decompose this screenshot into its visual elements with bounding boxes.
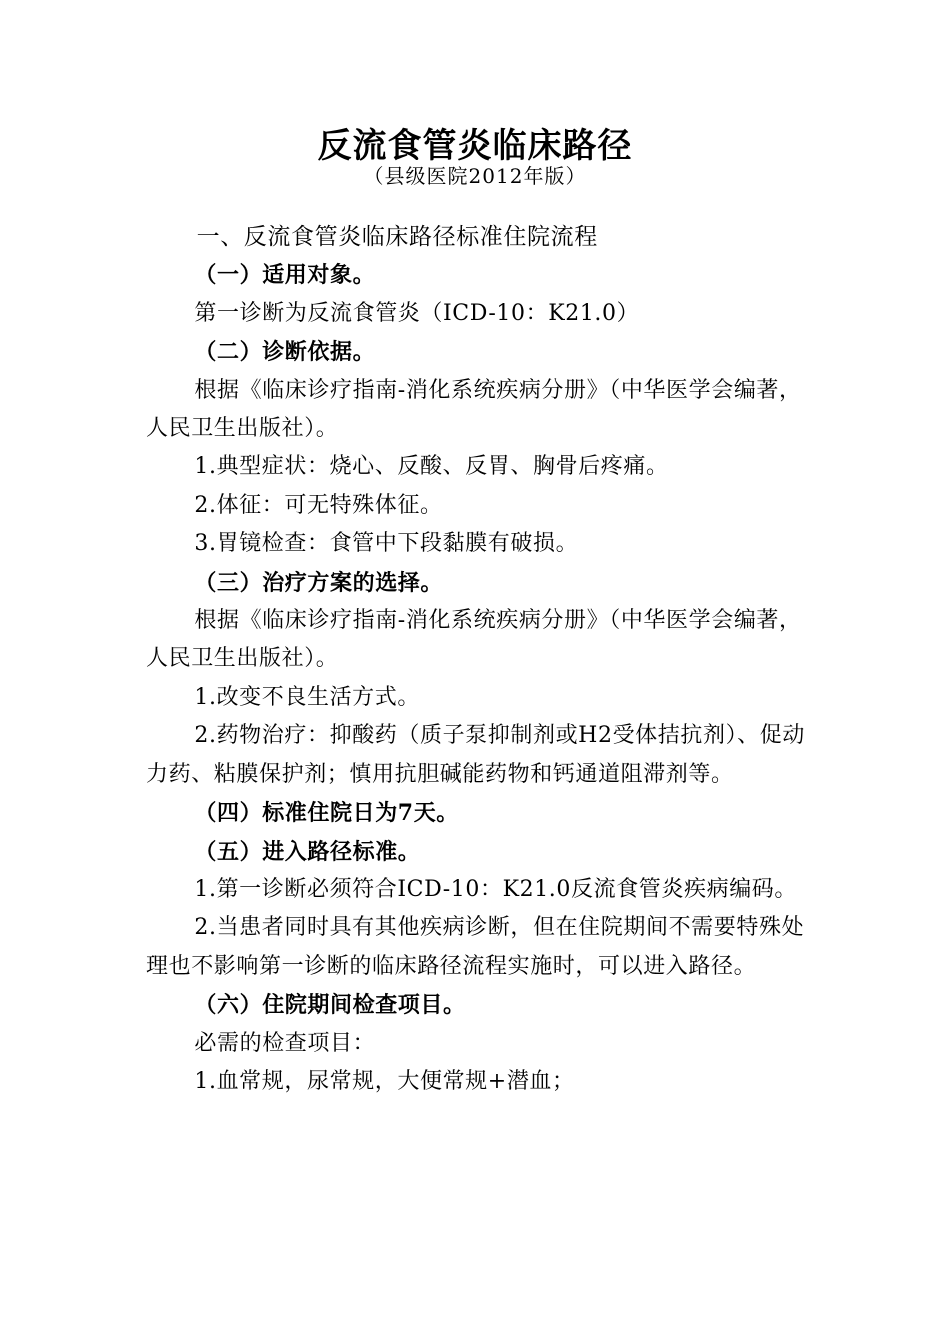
paragraph: 1.改变不良生活方式。 <box>194 684 420 710</box>
paragraph: 1.血常规，尿常规，大便常规+潜血； <box>194 1068 575 1094</box>
paragraph: 3.胃镜检查：食管中下段黏膜有破损。 <box>194 531 579 557</box>
paragraph: 必需的检查项目： <box>194 1030 376 1056</box>
paragraph: 1.第一诊断必须符合ICD-10：K21.0反流食管炎疾病编码。 <box>194 876 797 902</box>
paragraph: 2.药物治疗：抑酸药（质子泵抑制剂或H2受体拮抗剂）、促动力药、粘膜保护剂；慎用抗胆碱能药物和钙通道阻滞剂等。 <box>146 723 805 787</box>
section-heading: 一、反流食管炎临床路径标准住院流程 <box>196 224 598 250</box>
subsection-heading: （五）进入路径标准。 <box>194 838 421 865</box>
document-body <box>146 218 810 1101</box>
subsection-heading: （四）标准住院日为7天。 <box>194 800 459 827</box>
paragraph: 2.体征：可无特殊体征。 <box>194 492 443 518</box>
document-subtitle: （县级医院2012年版） <box>363 164 587 188</box>
paragraph: 第一诊断为反流食管炎（ICD-10：K21.0） <box>194 300 640 326</box>
paragraph: 1.典型症状：烧心、反酸、反胃、胸骨后疼痛。 <box>194 454 669 480</box>
subsection-heading: （二）诊断依据。 <box>194 339 376 366</box>
subsection-heading: （三）治疗方案的选择。 <box>194 569 443 596</box>
subsection-heading: （一）适用对象。 <box>194 262 376 289</box>
paragraph: 根据《临床诊疗指南-消化系统疾病分册》（中华医学会编著，人民卫生出版社）。 <box>146 377 802 442</box>
paragraph: 2.当患者同时具有其他疾病诊断，但在住院期间不需要特殊处理也不影响第一诊断的临床路径流程实施时，可以进入路径。 <box>146 915 805 979</box>
paragraph: 根据《临床诊疗指南-消化系统疾病分册》（中华医学会编著，人民卫生出版社）。 <box>146 608 802 672</box>
document-title: 反流食管炎临床路径 <box>317 126 633 166</box>
subsection-heading: （六）住院期间检查项目。 <box>194 992 466 1019</box>
